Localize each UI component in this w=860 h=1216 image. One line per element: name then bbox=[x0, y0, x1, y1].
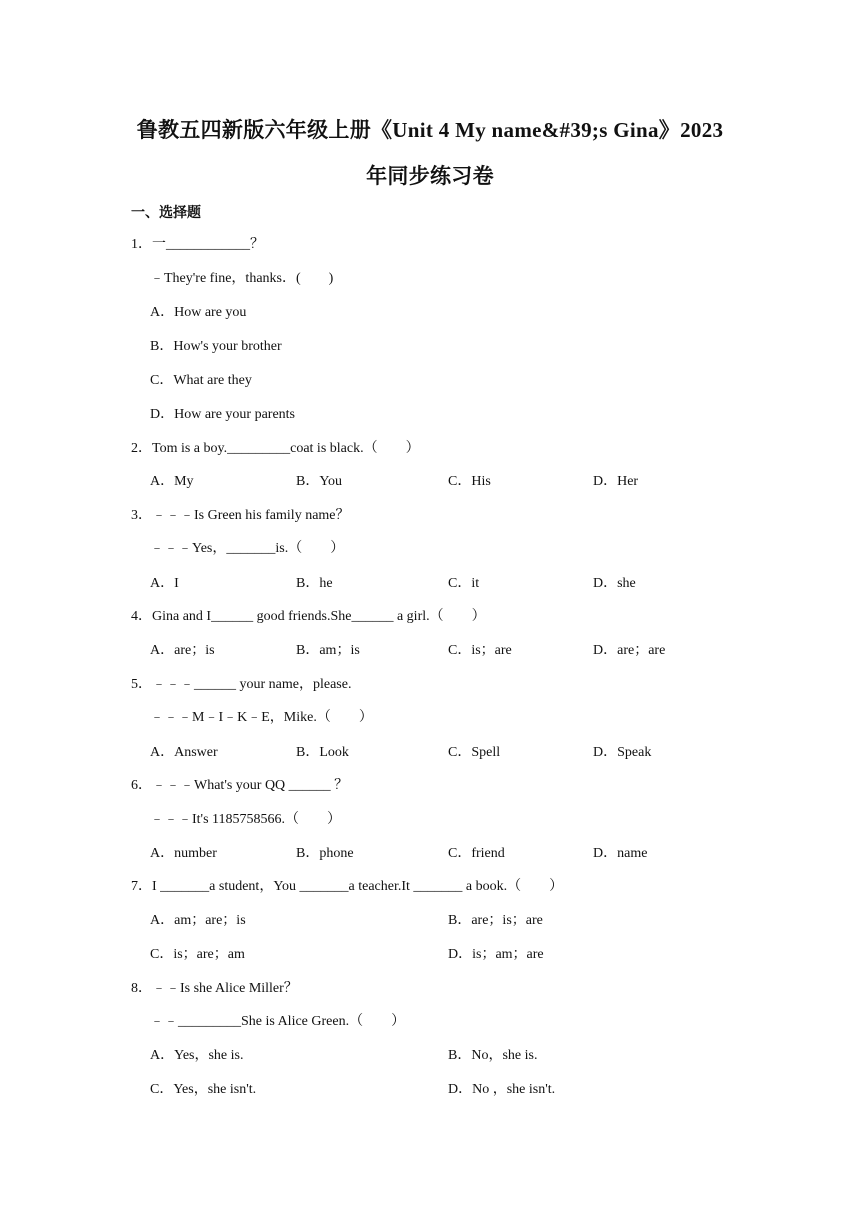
question-6-option-b[interactable]: B．phone bbox=[296, 846, 354, 861]
question-8-option-b[interactable]: B．No，she is. bbox=[448, 1048, 538, 1063]
question-6-option-d[interactable]: D．name bbox=[593, 846, 648, 861]
question-1-option-d[interactable]: D．How are your parents bbox=[150, 407, 296, 422]
question-5-stem: 5．﹣﹣﹣______ your name，please. bbox=[131, 677, 352, 692]
question-5-option-a[interactable]: A．Answer bbox=[150, 745, 218, 760]
question-7-option-c[interactable]: C．is；are；am bbox=[150, 947, 245, 962]
question-2-option-b[interactable]: B．You bbox=[296, 474, 343, 489]
question-4-option-c[interactable]: C．is；are bbox=[448, 643, 512, 658]
question-2-option-a[interactable]: A．My bbox=[150, 474, 194, 489]
question-2-option-c[interactable]: C．His bbox=[448, 474, 491, 489]
question-6-option-c[interactable]: C．friend bbox=[448, 846, 505, 861]
question-4-stem: 4．Gina and I______ good friends.She______ a girl.（ ） bbox=[131, 609, 486, 624]
question-8-option-c[interactable]: C．Yes，she isn't. bbox=[150, 1082, 257, 1097]
question-1-option-b[interactable]: B．How's your brother bbox=[150, 339, 282, 354]
question-6-stem: 6．﹣﹣﹣What's your QQ ______ ？ bbox=[131, 778, 349, 793]
question-7-option-a[interactable]: A．am；are；is bbox=[150, 913, 246, 928]
question-5-option-d[interactable]: D．Speak bbox=[593, 745, 652, 760]
question-3-option-d[interactable]: D．she bbox=[593, 576, 636, 591]
question-4-option-a[interactable]: A．are；is bbox=[150, 643, 215, 658]
question-3-stem: 3．﹣﹣﹣Is Green his family name？ bbox=[131, 508, 350, 523]
question-5-stem-2: ﹣﹣﹣M﹣I﹣K﹣E，Mike.（ ） bbox=[150, 710, 373, 725]
question-8-stem-2: ﹣﹣_________She is Alice Green.（ ） bbox=[150, 1014, 406, 1029]
question-1-option-a[interactable]: A．How are you bbox=[150, 305, 247, 320]
section-heading: 一、选择题 bbox=[131, 206, 201, 221]
question-3-stem-2: ﹣﹣﹣Yes，_______is.（ ） bbox=[150, 541, 345, 556]
question-1-option-c[interactable]: C．What are they bbox=[150, 373, 252, 388]
question-3-option-c[interactable]: C．it bbox=[448, 576, 480, 591]
question-5-option-c[interactable]: C．Spell bbox=[448, 745, 501, 760]
question-1-stem: 1．一____________？ bbox=[131, 237, 264, 252]
question-6-option-a[interactable]: A．number bbox=[150, 846, 217, 861]
question-6-stem-2: ﹣﹣﹣It's 1185758566.（ ） bbox=[150, 812, 342, 827]
page-title-line-2: 年同步练习卷 bbox=[366, 164, 494, 188]
question-1-stem-2: ﹣They're fine，thanks．( ) bbox=[150, 271, 334, 286]
question-3-option-a[interactable]: A．I bbox=[150, 576, 179, 591]
question-7-option-d[interactable]: D．is；am；are bbox=[448, 947, 544, 962]
question-4-option-b[interactable]: B．am；is bbox=[296, 643, 360, 658]
question-5-option-b[interactable]: B．Look bbox=[296, 745, 349, 760]
question-8-option-a[interactable]: A．Yes，she is. bbox=[150, 1048, 244, 1063]
question-8-stem: 8．﹣﹣Is she Alice Miller？ bbox=[131, 981, 298, 996]
question-8-option-d[interactable]: D．No ，she isn't. bbox=[448, 1082, 556, 1097]
page-title-line-1: 鲁教五四新版六年级上册《Unit 4 My name&#39;s Gina》2023 bbox=[136, 118, 724, 142]
question-3-option-b[interactable]: B．he bbox=[296, 576, 333, 591]
question-7-option-b[interactable]: B．are；is；are bbox=[448, 913, 543, 928]
question-7-stem: 7．I _______a student，You _______a teacher.It _______ a book.（ ） bbox=[131, 879, 564, 894]
question-2-option-d[interactable]: D．Her bbox=[593, 474, 639, 489]
question-4-option-d[interactable]: D．are；are bbox=[593, 643, 666, 658]
question-2-stem: 2．Tom is a boy._________coat is black.（ ） bbox=[131, 441, 420, 456]
